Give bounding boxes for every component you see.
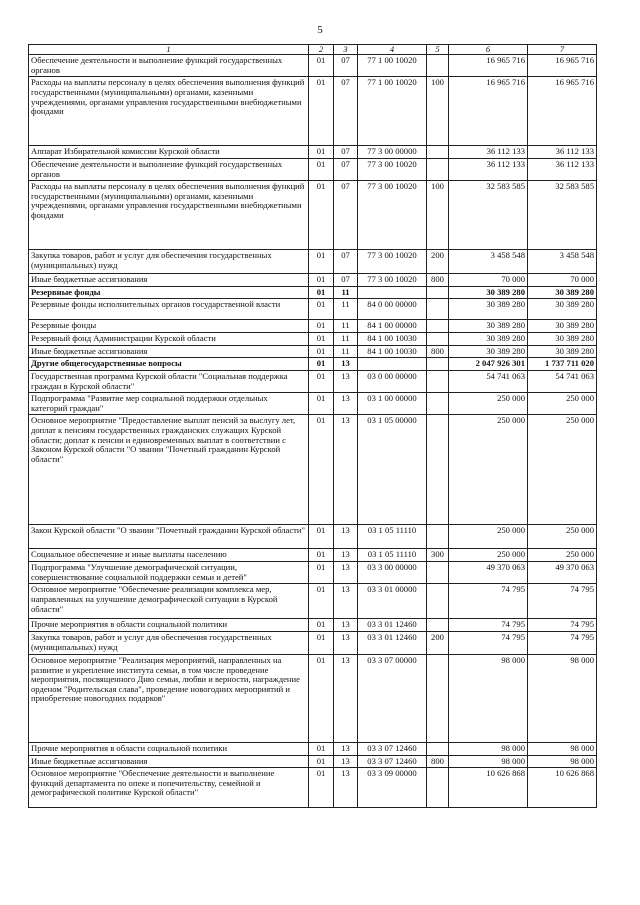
- cell-amount-year-1: 54 741 063: [449, 370, 528, 392]
- cell-subsection: 07: [334, 158, 358, 180]
- cell-name: Прочие мероприятия в области социальной политики: [29, 742, 309, 755]
- cell-target-article: 84 1 00 00000: [358, 320, 427, 333]
- cell-section: 01: [309, 755, 334, 768]
- cell-amount-year-1: 98 000: [449, 654, 528, 742]
- cell-target-article: 77 3 00 00000: [358, 146, 427, 159]
- cell-expense-type: [427, 370, 449, 392]
- table-header-row: [29, 45, 597, 55]
- cell-section: 01: [309, 158, 334, 180]
- cell-target-article: 03 3 01 12460: [358, 631, 427, 654]
- cell-amount-year-1: 250 000: [449, 549, 528, 562]
- cell-expense-type: [427, 320, 449, 333]
- cell-name: Закон Курской области "О звании "Почетный гражданин Курской области": [29, 525, 309, 549]
- cell-subsection: 07: [334, 55, 358, 77]
- header-col-6: 6: [449, 45, 528, 55]
- cell-name: Прочие мероприятия в области социальной политики: [29, 619, 309, 632]
- cell-section: 01: [309, 631, 334, 654]
- cell-expense-type: [427, 286, 449, 299]
- cell-subsection: 07: [334, 250, 358, 274]
- cell-name: Государственная программа Курской области "Социальная поддержка граждан в Курской области": [29, 370, 309, 392]
- cell-amount-year-2: 74 795: [528, 631, 597, 654]
- cell-amount-year-1: 98 000: [449, 755, 528, 768]
- cell-name: Резервные фонды исполнительных органов государственной власти: [29, 299, 309, 320]
- cell-amount-year-2: 250 000: [528, 393, 597, 415]
- cell-section: 01: [309, 77, 334, 146]
- cell-amount-year-2: 10 626 868: [528, 768, 597, 808]
- cell-target-article: 03 3 07 12460: [358, 755, 427, 768]
- cell-expense-type: [427, 525, 449, 549]
- cell-amount-year-1: 2 047 926 301: [449, 358, 528, 371]
- cell-section: 01: [309, 333, 334, 346]
- cell-subsection: 13: [334, 755, 358, 768]
- cell-target-article: 03 3 01 12460: [358, 619, 427, 632]
- cell-subsection: 13: [334, 549, 358, 562]
- table-row: [29, 345, 597, 358]
- cell-section: 01: [309, 320, 334, 333]
- cell-subsection: 11: [334, 286, 358, 299]
- cell-name: Иные бюджетные ассигнования: [29, 274, 309, 287]
- cell-section: 01: [309, 654, 334, 742]
- table-row: [29, 55, 597, 77]
- cell-name: Обеспечение деятельности и выполнение функций государственных органов: [29, 55, 309, 77]
- cell-amount-year-2: 36 112 133: [528, 146, 597, 159]
- cell-name: Основное мероприятие "Реализация мероприятий, направленных на развитие и укрепление института семьи, в том числе проведение мероприятия, посвященного Дню семьи, любви и верности, награждение орденом "Родительская слава", проведение новогодних мероприятий и приобретение новогодних подарков": [29, 654, 309, 742]
- table-row: [29, 562, 597, 584]
- cell-amount-year-1: 32 583 585: [449, 181, 528, 250]
- table-row: [29, 181, 597, 250]
- cell-subsection: 07: [334, 146, 358, 159]
- cell-expense-type: [427, 768, 449, 808]
- cell-amount-year-2: 98 000: [528, 742, 597, 755]
- cell-name: Закупка товаров, работ и услуг для обеспечения государственных (муниципальных) нужд: [29, 631, 309, 654]
- cell-target-article: 84 1 00 10030: [358, 345, 427, 358]
- cell-name: Подпрограмма "Улучшение демографической ситуации, совершенствование социальной поддержки семьи и детей": [29, 562, 309, 584]
- cell-expense-type: [427, 619, 449, 632]
- cell-section: 01: [309, 181, 334, 250]
- cell-section: 01: [309, 250, 334, 274]
- cell-amount-year-1: 16 965 716: [449, 77, 528, 146]
- cell-amount-year-2: 54 741 063: [528, 370, 597, 392]
- cell-target-article: 03 3 07 12460: [358, 742, 427, 755]
- cell-subsection: 11: [334, 299, 358, 320]
- cell-subsection: 13: [334, 393, 358, 415]
- cell-expense-type: [427, 333, 449, 346]
- cell-target-article: 03 1 00 00000: [358, 393, 427, 415]
- cell-target-article: 77 1 00 10020: [358, 55, 427, 77]
- cell-amount-year-2: 30 389 280: [528, 345, 597, 358]
- cell-section: 01: [309, 562, 334, 584]
- table-row: [29, 146, 597, 159]
- cell-target-article: 03 1 05 11110: [358, 525, 427, 549]
- table-row: [29, 299, 597, 320]
- cell-amount-year-1: 30 389 280: [449, 333, 528, 346]
- table-row: [29, 619, 597, 632]
- cell-subsection: 07: [334, 274, 358, 287]
- cell-expense-type: 800: [427, 274, 449, 287]
- cell-amount-year-2: 30 389 280: [528, 320, 597, 333]
- cell-expense-type: [427, 562, 449, 584]
- cell-subsection: 13: [334, 742, 358, 755]
- cell-amount-year-2: 30 389 280: [528, 286, 597, 299]
- cell-target-article: 03 3 09 00000: [358, 768, 427, 808]
- cell-expense-type: [427, 55, 449, 77]
- cell-amount-year-2: 16 965 716: [528, 77, 597, 146]
- cell-expense-type: [427, 654, 449, 742]
- cell-subsection: 13: [334, 654, 358, 742]
- cell-target-article: 03 3 01 00000: [358, 584, 427, 619]
- cell-name: Расходы на выплаты персоналу в целях обеспечения выполнения функций государственными (муниципальными) органами, казенными учреждениями, органами управления государственными внебюджетными фондами: [29, 181, 309, 250]
- cell-target-article: 03 1 05 00000: [358, 415, 427, 525]
- cell-amount-year-1: 36 112 133: [449, 158, 528, 180]
- cell-name: Подпрограмма "Развитие мер социальной поддержки отдельных категорий граждан": [29, 393, 309, 415]
- cell-expense-type: [427, 393, 449, 415]
- cell-amount-year-1: 250 000: [449, 525, 528, 549]
- budget-table: [28, 44, 597, 808]
- cell-amount-year-2: 74 795: [528, 584, 597, 619]
- cell-subsection: 13: [334, 584, 358, 619]
- table-row: [29, 77, 597, 146]
- cell-expense-type: [427, 358, 449, 371]
- table-row: [29, 358, 597, 371]
- cell-section: 01: [309, 274, 334, 287]
- cell-name: Резервный фонд Администрации Курской области: [29, 333, 309, 346]
- cell-section: 01: [309, 370, 334, 392]
- cell-amount-year-1: 74 795: [449, 631, 528, 654]
- cell-name: Резервные фонды: [29, 286, 309, 299]
- cell-subsection: 13: [334, 562, 358, 584]
- table-row: [29, 250, 597, 274]
- cell-amount-year-2: 30 389 280: [528, 333, 597, 346]
- table-row: [29, 158, 597, 180]
- cell-expense-type: [427, 415, 449, 525]
- cell-expense-type: 300: [427, 549, 449, 562]
- header-col-1: 1: [29, 45, 309, 55]
- cell-amount-year-2: 1 737 711 020: [528, 358, 597, 371]
- cell-section: 01: [309, 619, 334, 632]
- cell-name: Закупка товаров, работ и услуг для обеспечения государственных (муниципальных) нужд: [29, 250, 309, 274]
- cell-expense-type: 200: [427, 631, 449, 654]
- cell-name: Аппарат Избирательной комиссии Курской области: [29, 146, 309, 159]
- table-row: [29, 549, 597, 562]
- cell-section: 01: [309, 742, 334, 755]
- cell-amount-year-1: 74 795: [449, 619, 528, 632]
- cell-subsection: 13: [334, 768, 358, 808]
- cell-target-article: 03 3 07 00000: [358, 654, 427, 742]
- table-row: [29, 742, 597, 755]
- cell-amount-year-2: 30 389 280: [528, 299, 597, 320]
- cell-target-article: 77 3 00 10020: [358, 274, 427, 287]
- cell-target-article: 77 3 00 10020: [358, 250, 427, 274]
- cell-amount-year-1: 10 626 868: [449, 768, 528, 808]
- cell-expense-type: 100: [427, 181, 449, 250]
- cell-expense-type: [427, 299, 449, 320]
- header-col-5: 5: [427, 45, 449, 55]
- cell-expense-type: [427, 742, 449, 755]
- cell-section: 01: [309, 358, 334, 371]
- cell-target-article: [358, 358, 427, 371]
- cell-subsection: 13: [334, 370, 358, 392]
- cell-section: 01: [309, 525, 334, 549]
- table-row: [29, 631, 597, 654]
- cell-name: Резервные фонды: [29, 320, 309, 333]
- cell-target-article: 77 1 00 10020: [358, 77, 427, 146]
- cell-amount-year-1: 16 965 716: [449, 55, 528, 77]
- cell-amount-year-2: 250 000: [528, 415, 597, 525]
- table-row: [29, 584, 597, 619]
- cell-target-article: 77 3 00 10020: [358, 181, 427, 250]
- table-row: [29, 525, 597, 549]
- cell-amount-year-2: 3 458 548: [528, 250, 597, 274]
- cell-amount-year-1: 3 458 548: [449, 250, 528, 274]
- cell-subsection: 13: [334, 619, 358, 632]
- table-row: [29, 654, 597, 742]
- cell-subsection: 11: [334, 345, 358, 358]
- cell-amount-year-2: 250 000: [528, 525, 597, 549]
- table-row: [29, 333, 597, 346]
- cell-expense-type: [427, 158, 449, 180]
- cell-section: 01: [309, 768, 334, 808]
- cell-expense-type: 800: [427, 755, 449, 768]
- cell-amount-year-1: 36 112 133: [449, 146, 528, 159]
- cell-amount-year-1: 30 389 280: [449, 320, 528, 333]
- cell-section: 01: [309, 415, 334, 525]
- cell-section: 01: [309, 299, 334, 320]
- cell-subsection: 11: [334, 320, 358, 333]
- cell-expense-type: [427, 146, 449, 159]
- cell-name: Иные бюджетные ассигнования: [29, 755, 309, 768]
- cell-target-article: 03 0 00 00000: [358, 370, 427, 392]
- cell-amount-year-1: 250 000: [449, 415, 528, 525]
- cell-amount-year-1: 49 370 063: [449, 562, 528, 584]
- cell-target-article: 03 3 00 00000: [358, 562, 427, 584]
- cell-amount-year-1: 30 389 280: [449, 299, 528, 320]
- cell-target-article: 03 1 05 11110: [358, 549, 427, 562]
- cell-subsection: 07: [334, 77, 358, 146]
- cell-amount-year-2: 70 000: [528, 274, 597, 287]
- cell-subsection: 13: [334, 415, 358, 525]
- cell-amount-year-1: 30 389 280: [449, 345, 528, 358]
- cell-name: Основное мероприятие "Предоставление выплат пенсий за выслугу лет, доплат к пенсиям государственных гражданских служащих Курской области; доплат к пенсии и единовременных выплат в соответствии с Законом Курской области "О звании "Почетный гражданин Курской области": [29, 415, 309, 525]
- cell-expense-type: 100: [427, 77, 449, 146]
- table-body: [29, 55, 597, 808]
- cell-name: Основное мероприятие "Обеспечение деятельности и выполнение функций департамента по опеке и попечительству, семейной и демографической политике Курской области": [29, 768, 309, 808]
- header-col-3: 3: [334, 45, 358, 55]
- cell-name: Обеспечение деятельности и выполнение функций государственных органов: [29, 158, 309, 180]
- cell-amount-year-2: 98 000: [528, 654, 597, 742]
- cell-section: 01: [309, 55, 334, 77]
- table-row: [29, 768, 597, 808]
- table-row: [29, 286, 597, 299]
- cell-amount-year-1: 98 000: [449, 742, 528, 755]
- cell-expense-type: 800: [427, 345, 449, 358]
- cell-name: Расходы на выплаты персоналу в целях обеспечения выполнения функций государственными (муниципальными) органами, казенными учреждениями, органами управления государственными внебюджетными фондами: [29, 77, 309, 146]
- cell-subsection: 13: [334, 525, 358, 549]
- cell-section: 01: [309, 345, 334, 358]
- cell-amount-year-2: 49 370 063: [528, 562, 597, 584]
- cell-amount-year-2: 250 000: [528, 549, 597, 562]
- cell-target-article: 77 3 00 10020: [358, 158, 427, 180]
- cell-name: Иные бюджетные ассигнования: [29, 345, 309, 358]
- header-col-2: 2: [309, 45, 334, 55]
- cell-subsection: 07: [334, 181, 358, 250]
- cell-amount-year-2: 36 112 133: [528, 158, 597, 180]
- cell-section: 01: [309, 146, 334, 159]
- header-col-7: 7: [528, 45, 597, 55]
- cell-section: 01: [309, 286, 334, 299]
- cell-amount-year-1: 70 000: [449, 274, 528, 287]
- cell-expense-type: [427, 584, 449, 619]
- table-row: [29, 393, 597, 415]
- cell-amount-year-2: 98 000: [528, 755, 597, 768]
- cell-subsection: 13: [334, 358, 358, 371]
- cell-amount-year-1: 30 389 280: [449, 286, 528, 299]
- table-row: [29, 415, 597, 525]
- table-row: [29, 755, 597, 768]
- cell-amount-year-2: 32 583 585: [528, 181, 597, 250]
- cell-section: 01: [309, 584, 334, 619]
- cell-target-article: 84 1 00 10030: [358, 333, 427, 346]
- table-row: [29, 370, 597, 392]
- cell-name: Другие общегосударственные вопросы: [29, 358, 309, 371]
- table-row: [29, 320, 597, 333]
- cell-section: 01: [309, 393, 334, 415]
- cell-amount-year-2: 16 965 716: [528, 55, 597, 77]
- cell-name: Социальное обеспечение и иные выплаты населению: [29, 549, 309, 562]
- page-number: 5: [317, 24, 323, 36]
- cell-target-article: 84 0 00 00000: [358, 299, 427, 320]
- cell-amount-year-2: 74 795: [528, 619, 597, 632]
- cell-amount-year-1: 250 000: [449, 393, 528, 415]
- cell-section: 01: [309, 549, 334, 562]
- cell-amount-year-1: 74 795: [449, 584, 528, 619]
- cell-name: Основное мероприятие "Обеспечение реализации комплекса мер, направленных на улучшение демографической ситуации в Курской области": [29, 584, 309, 619]
- cell-expense-type: 200: [427, 250, 449, 274]
- cell-target-article: [358, 286, 427, 299]
- cell-subsection: 11: [334, 333, 358, 346]
- table-row: [29, 274, 597, 287]
- cell-subsection: 13: [334, 631, 358, 654]
- header-col-4: 4: [358, 45, 427, 55]
